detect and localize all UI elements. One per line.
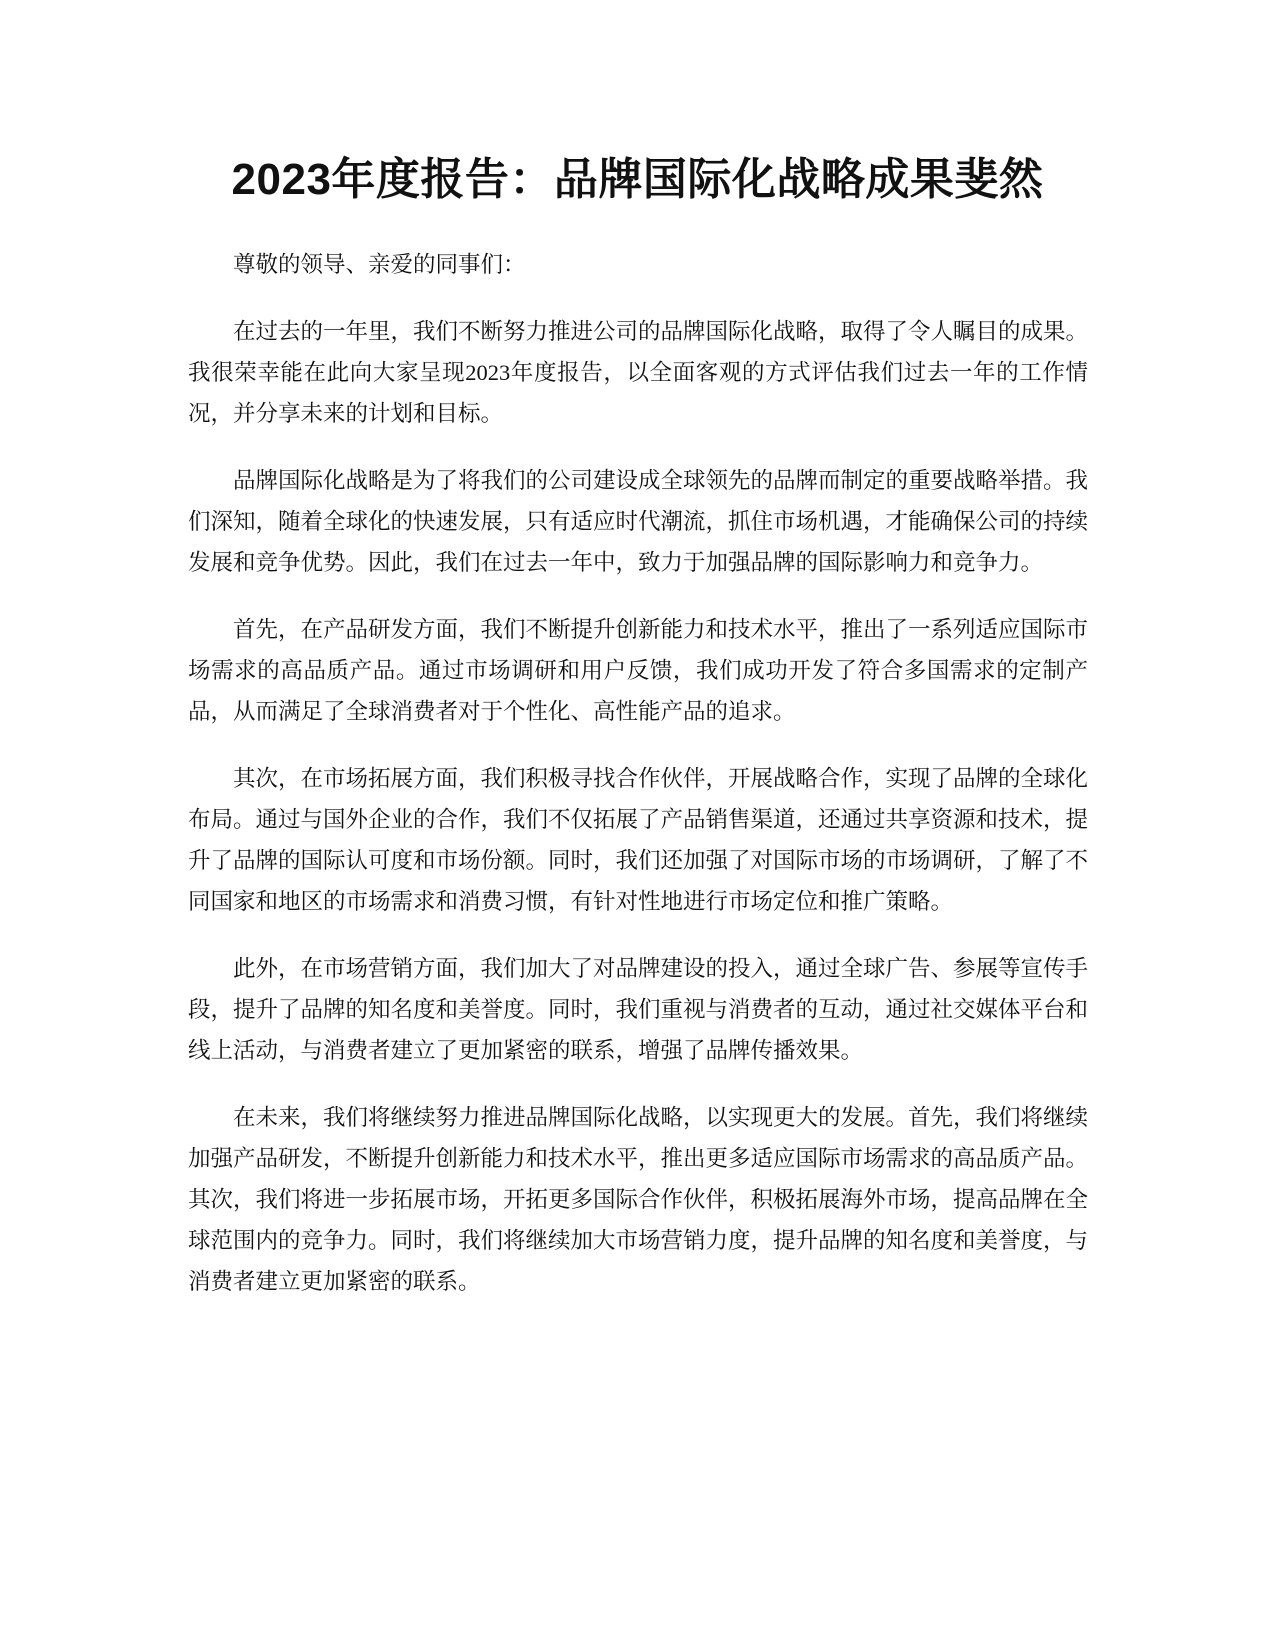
paragraph-market-expansion: 其次，在市场拓展方面，我们积极寻找合作伙伴，开展战略合作，实现了品牌的全球化布局。通过与国外企业的合作，我们不仅拓展了产品销售渠道，还通过共享资源和技术，提升了品牌的国际认可度和市场份额。同时，我们还加强了对国际市场的市场调研，了解了不同国家和地区的市场需求和消费习惯，有针对性地进行市场定位和推广策略。 (188, 766, 1089, 914)
document-title: 2023年度报告：品牌国际化战略成果斐然 (231, 155, 1044, 204)
paragraph-marketing: 此外，在市场营销方面，我们加大了对品牌建设的投入，通过全球广告、参展等宣传手段，提升了品牌的知名度和美誉度。同时，我们重视与消费者的互动，通过社交媒体平台和线上活动，与消费者建立了更加紧密的联系，增强了品牌传播效果。 (188, 956, 1089, 1063)
greeting-line: 尊敬的领导、亲爱的同事们： (233, 252, 526, 277)
document-body (188, 244, 1088, 1328)
paragraph-strategy: 品牌国际化战略是为了将我们的公司建设成全球领先的品牌而制定的重要战略举措。我们深知，随着全球化的快速发展，只有适应时代潮流，抓住市场机遇，才能确保公司的持续发展和竞争优势。因此，我们在过去一年中，致力于加强品牌的国际影响力和竞争力。 (188, 468, 1089, 575)
paragraph-product-rd: 首先，在产品研发方面，我们不断提升创新能力和技术水平，推出了一系列适应国际市场需求的高品质产品。通过市场调研和用户反馈，我们成功开发了符合多国需求的定制产品，从而满足了全球消费者对于个性化、高性能产品的追求。 (188, 617, 1089, 724)
paragraph-intro: 在过去的一年里，我们不断努力推进公司的品牌国际化战略，取得了令人瞩目的成果。我很荣幸能在此向大家呈现2023年度报告，以全面客观的方式评估我们过去一年的工作情况，并分享未来的计划和目标。 (188, 319, 1089, 426)
paragraph-future: 在未来，我们将继续努力推进品牌国际化战略，以实现更大的发展。首先，我们将继续加强产品研发，不断提升创新能力和技术水平，推出更多适应国际市场需求的高品质产品。其次，我们将进一步拓展市场，开拓更多国际合作伙伴，积极拓展海外市场，提高品牌在全球范围内的竞争力。同时，我们将继续加大市场营销力度，提升品牌的知名度和美誉度，与消费者建立更加紧密的联系。 (188, 1105, 1089, 1294)
